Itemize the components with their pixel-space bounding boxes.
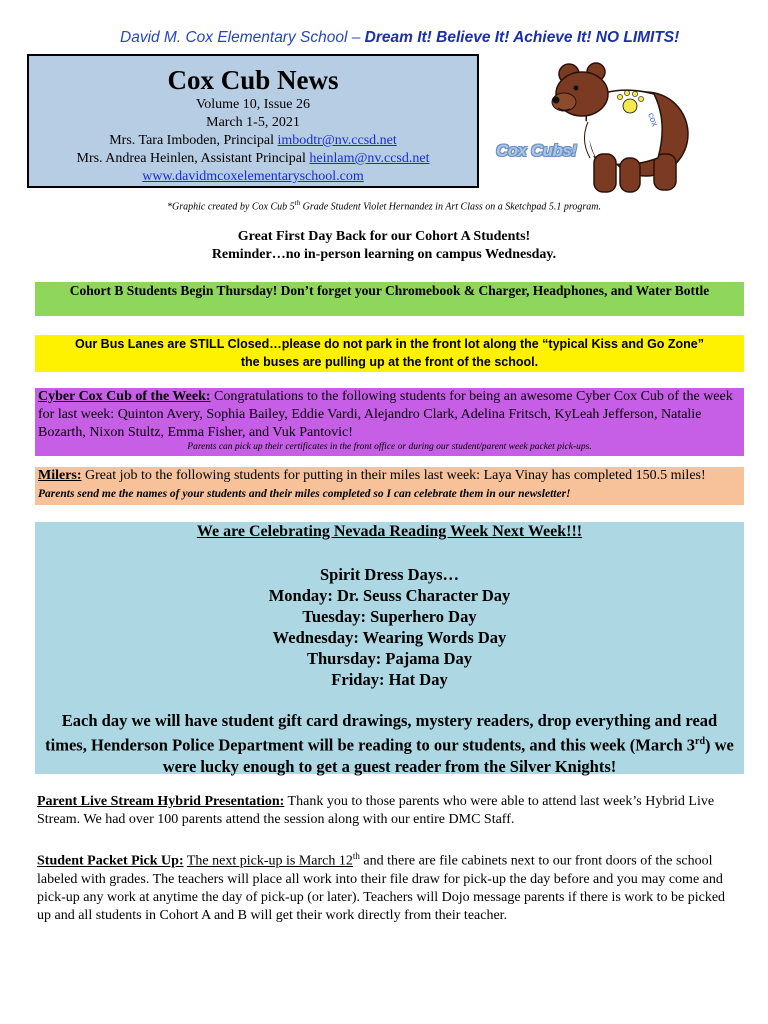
reading-para-pre: Each day we will have student gift card drawings, mystery readers, drop everything and read times, Henderson Police Department will be reading to our students, and this week (March 3 — [45, 711, 718, 755]
school-name: David M. Cox Elementary School – — [120, 29, 365, 46]
welcome-announcement — [0, 228, 768, 264]
principal-name: Mrs. Tara Imboden, Principal — [109, 133, 278, 149]
graphic-credit — [0, 199, 768, 212]
school-motto: Dream It! Believe It! Achieve It! NO LIMITS! — [364, 29, 680, 46]
spirit-day: Wednesday: Wearing Words Day — [272, 628, 507, 647]
school-tagline — [120, 29, 760, 47]
packet-body: and there are file cabinets next to our front doors of the school labeled with grades. The teachers will place all work into their file draw for pick-up the day before and you may come and pick-up any work at anytime the day of pick-up (or later). Teachers will Dojo message parents if there is work to be picked up and all students in Cohort A and B will get their work directly from their teacher. — [37, 853, 726, 923]
issue-dates: March 1-5, 2021 — [206, 115, 300, 131]
website-line — [29, 168, 477, 186]
spirit-day: Monday: Dr. Seuss Character Day — [268, 586, 511, 605]
cyber-body: Congratulations to the following students for being an awesome Cyber Cox Cub of the week for last week: Quinton Avery, Sophia Bailey, Eddie Vardi, Alejandro Clark, Adelina Fritsch, KyLeah Jefferson, Natalie Bozarth, Nixon Stultz, Emma Fisher, and Vuk Pantovic! — [38, 389, 733, 440]
spirit-title: Spirit Dress Days… — [319, 565, 460, 584]
packet-sup: th — [352, 851, 360, 861]
credit-sup: th — [294, 199, 301, 207]
principal-line — [29, 132, 477, 150]
bus-line-2: the buses are pulling up at the front of the school. — [240, 355, 539, 369]
volume-issue: Volume 10, Issue 26 — [195, 97, 311, 113]
cohort-b-banner: Cohort B Students Begin Thursday! Don’t forget your Chromebook & Charger, Headphones, and Water Bottle — [35, 282, 744, 316]
credit-post: Grade Student Violet Hernandez in Art Class on a Sketchpad 5.1 program. — [300, 201, 602, 213]
packet-pickup-paragraph — [37, 847, 737, 925]
bus-line-1: Our Bus Lanes are STILL Closed…please do not park in the front lot along the “typical Kiss and Go Zone” — [74, 337, 705, 351]
credit-pre: *Graphic created by Cox Cub 5 — [166, 201, 295, 213]
spirit-day: Thursday: Pajama Day — [306, 649, 472, 668]
packet-label: Student Packet Pick Up: — [37, 853, 184, 869]
live-stream-label: Parent Live Stream Hybrid Presentation: — [37, 794, 285, 809]
cox-cubs-wordmark: Cox Cubs! — [496, 141, 577, 160]
cyber-cox-cub-section — [35, 388, 744, 456]
cyber-note: Parents can pick up their certificates in the front office or during our student/parent week packet pick-ups. — [187, 442, 592, 452]
bear-mascot-illustration — [496, 62, 696, 197]
principal-email-link[interactable]: imbodtr@nv.ccsd.net — [277, 133, 397, 149]
milers-section — [35, 467, 744, 505]
reading-week-heading: We are Celebrating Nevada Reading Week Next Week!!! — [196, 523, 583, 540]
newsletter-title: Cox Cub News — [167, 65, 339, 95]
assistant-email-link[interactable]: heinlam@nv.ccsd.net — [309, 151, 430, 167]
reading-para-sup: rd — [695, 736, 706, 747]
reading-week-section — [35, 522, 744, 774]
newsletter-masthead — [27, 54, 479, 188]
cyber-label: Cyber Cox Cub of the Week: — [38, 389, 211, 404]
cyber-text — [38, 388, 741, 442]
milers-note: Parents send me the names of your students and their miles completed so I can celebrate them in our newsletter! — [38, 488, 571, 500]
assistant-name: Mrs. Andrea Heinlen, Assistant Principal — [76, 151, 310, 167]
live-stream-paragraph — [37, 793, 737, 829]
school-website-link[interactable]: www.davidmcoxelementaryschool.com — [142, 169, 364, 185]
bus-lane-banner — [35, 335, 744, 372]
milers-label: Milers: — [38, 468, 82, 483]
live-stream-body: Thank you to those parents who were able to attend last week’s Hybrid Live Stream. We had over 100 parents attend the session along with our entire DMC Staff. — [37, 794, 715, 827]
bear-icon — [496, 62, 696, 197]
milers-body: Great job to the following students for putting in their miles last week: Laya Vinay has completed 150.5 miles! — [81, 468, 706, 483]
reading-week-paragraph — [35, 710, 744, 777]
shirt-text: cox — [646, 111, 661, 128]
assistant-line — [29, 150, 477, 168]
welcome-line-1: Great First Day Back for our Cohort A Students! — [237, 229, 531, 244]
spirit-day: Friday: Hat Day — [331, 670, 448, 689]
spirit-days-list — [35, 564, 744, 690]
reading-para-post: ) we were lucky enough to get a guest reader from the Silver Knights! — [162, 735, 734, 776]
spirit-day: Tuesday: Superhero Day — [302, 607, 477, 626]
packet-date: The next pick-up is March 12 — [186, 853, 353, 869]
welcome-line-2: Reminder…no in-person learning on campus Wednesday. — [211, 247, 557, 263]
